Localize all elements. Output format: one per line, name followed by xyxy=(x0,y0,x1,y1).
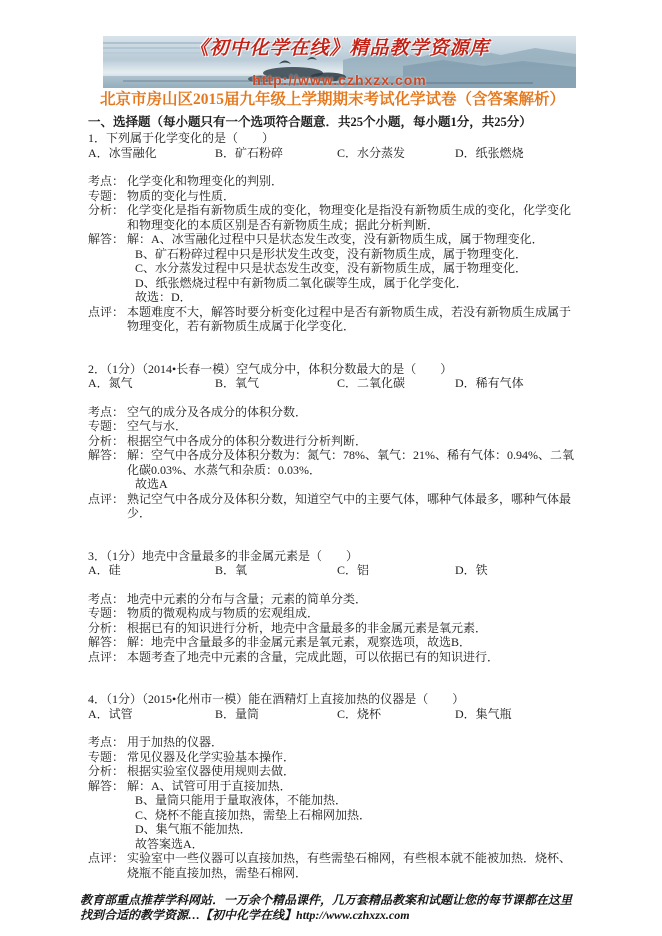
option: A．冰雪融化 xyxy=(88,145,157,160)
option: C．水分蒸发 xyxy=(337,145,406,160)
row-label xyxy=(88,247,127,262)
row-text: 熟记空气中各成分及体积分数，知道空气中的主要气体，哪种气体最多，哪种气体最少． xyxy=(127,491,572,520)
answer-row xyxy=(88,203,577,232)
row-label: 专题： xyxy=(88,606,125,620)
row-text: 本题考查了地壳中元素的含量，完成此题，可以依据已有的知识进行． xyxy=(127,649,500,664)
row-text: B、量筒只能用于量取液体，不能加热． xyxy=(135,793,348,807)
row-text: 空气的成分及各成分的体积分数． xyxy=(127,404,308,419)
row-label: 解答： xyxy=(88,778,125,793)
row-label xyxy=(88,477,127,492)
options-row xyxy=(88,707,577,722)
answer-row xyxy=(88,189,577,204)
row-label: 解答： xyxy=(88,232,125,246)
answer-row xyxy=(88,650,577,665)
row-text: 化学变化是指有新物质生成的变化，物理变化是指没有新物质生成的变化，化学变化和物理变化的本质区别是否有新物质生成；据此分析判断． xyxy=(127,203,572,232)
question-block xyxy=(88,362,577,521)
option: B．量筒 xyxy=(215,706,260,721)
answer-row xyxy=(88,405,577,420)
answer-rows xyxy=(88,405,577,521)
option: D．铁 xyxy=(455,563,488,577)
row-label: 专题： xyxy=(88,419,125,433)
row-text: 实验室中一些仪器可以直接加热，有些需垫石棉网，有些根本就不能被加热．烧杯、烧瓶不能直接加热，需垫石棉网． xyxy=(127,851,572,880)
document-title: 北京市房山区2015届九年级上学期期末考试化学试卷（含答案解析） xyxy=(99,91,565,108)
answer-row xyxy=(88,174,577,189)
answer-row xyxy=(88,290,577,305)
row-label: 专题： xyxy=(88,188,125,203)
answer-row xyxy=(88,750,577,765)
row-text: D、集气瓶不能加热． xyxy=(135,822,252,836)
answer-row xyxy=(88,434,577,449)
option: D．稀有气体 xyxy=(455,376,524,390)
answer-row xyxy=(88,764,577,779)
row-label: 解答： xyxy=(88,635,125,649)
option: A．硅 xyxy=(88,563,121,577)
answer-row xyxy=(88,448,577,477)
answer-row xyxy=(88,419,577,434)
row-label: 考点： xyxy=(88,174,125,188)
option: C．二氧化碳 xyxy=(337,376,406,390)
row-text: 化学变化和物理变化的判别． xyxy=(127,174,284,188)
row-text: 用于加热的仪器． xyxy=(127,735,224,749)
answer-row xyxy=(88,779,577,794)
answer-rows xyxy=(88,592,577,665)
row-label: 点评： xyxy=(88,491,125,506)
row-text: 解：空气中各成分及体积分数为：氮气：78%、氧气：21%、稀有气体：0.94%、二氧化碳0.03%、水蒸气和杂质：0.03%． xyxy=(127,448,574,477)
answer-row xyxy=(88,606,577,621)
option: C．铝 xyxy=(337,563,370,577)
option: D．集气瓶 xyxy=(455,706,512,721)
answer-row xyxy=(88,621,577,636)
option: A．氮气 xyxy=(88,376,133,390)
answer-row xyxy=(88,793,577,808)
banner-site-url[interactable]: http://www.czhxzx.com xyxy=(252,72,427,88)
options-row xyxy=(88,376,577,391)
answer-row xyxy=(88,305,577,334)
row-text: 故答案选A． xyxy=(135,836,204,851)
row-label: 考点： xyxy=(88,404,125,419)
question-stem: 4．（1分）（2015•化州市一模）能在酒精灯上直接加热的仪器是（ ） xyxy=(88,692,465,706)
footer-site-url[interactable]: http://www.czhxzx.com xyxy=(296,908,410,922)
answer-row xyxy=(88,592,577,607)
row-label: 专题： xyxy=(88,749,125,764)
site-banner xyxy=(103,36,576,88)
row-text: 解：A、试管可用于直接加热． xyxy=(127,778,292,793)
row-text: D、纸张燃烧过程中有新物质二氧化碳等生成，属于化学变化． xyxy=(135,275,468,290)
row-text: 地壳中元素的分布与含量；元素的简单分类． xyxy=(127,591,368,606)
row-label: 点评： xyxy=(88,304,125,319)
row-label xyxy=(88,822,127,837)
answer-row xyxy=(88,477,577,492)
row-label: 考点： xyxy=(88,735,125,749)
row-text: 根据实验室仪器使用规则去做． xyxy=(127,764,296,778)
option: D．纸张燃烧 xyxy=(455,145,524,160)
option: B．矿石粉碎 xyxy=(215,145,284,160)
row-label: 分析： xyxy=(88,433,125,448)
row-label: 点评： xyxy=(88,851,125,865)
answer-rows xyxy=(88,735,577,880)
row-label: 分析： xyxy=(88,620,125,635)
row-label xyxy=(88,261,127,276)
answer-row xyxy=(88,822,577,837)
question-block xyxy=(88,131,577,334)
option: B．氧气 xyxy=(215,376,260,390)
row-label: 点评： xyxy=(88,649,125,664)
question-stem: 1．下列属于化学变化的是（ ） xyxy=(88,131,275,145)
footer-text: 教育部重点推荐学科网站．一万余个精品课件，几万套精品教案和试题让您的每节课都在这里找到合适的教学资源…【初中化学在线】 xyxy=(80,893,573,922)
question-block xyxy=(88,692,577,880)
answer-row xyxy=(88,851,577,880)
answer-row xyxy=(88,276,577,291)
answer-row xyxy=(88,232,577,247)
question-stem: 2．（1分）（2014•长春一模）空气成分中，体积分数最大的是（ ） xyxy=(88,361,453,376)
row-text: 物质的变化与性质． xyxy=(127,188,236,203)
answer-rows xyxy=(88,174,577,334)
row-label: 考点： xyxy=(88,591,125,606)
answer-row xyxy=(88,261,577,276)
banner-site-title: 《初中化学在线》精品教学资源库 xyxy=(189,38,490,59)
option: B．氧 xyxy=(215,563,248,577)
section-heading: 一、选择题（每小题只有一个选项符合题意．共25个小题，每小题1分，共25分） xyxy=(88,114,532,129)
row-text: 故选：D． xyxy=(135,290,192,304)
row-text: 解：A、冰雪融化过程中只是状态发生改变，没有新物质生成，属于物理变化． xyxy=(127,232,544,246)
options-row xyxy=(88,563,577,578)
answer-row xyxy=(88,837,577,852)
row-text: 物质的微观构成与物质的宏观组成． xyxy=(127,606,320,620)
option: A．试管 xyxy=(88,706,133,721)
row-text: 解：地壳中含量最多的非金属元素是氧元素，观察选项，故选B． xyxy=(127,635,472,649)
row-label xyxy=(88,276,127,291)
row-text: 故选A xyxy=(135,477,168,491)
row-text: 根据已有的知识进行分析，地壳中含量最多的非金属元素是氧元素． xyxy=(127,620,488,635)
answer-row xyxy=(88,735,577,750)
row-text: B、矿石粉碎过程中只是形状发生改变，没有新物质生成，属于物理变化． xyxy=(135,246,528,261)
row-text: 常见仪器及化学实验基本操作． xyxy=(127,749,296,764)
answer-row xyxy=(88,635,577,650)
row-text: 根据空气中各成分的体积分数进行分析判断． xyxy=(127,433,368,448)
option: C．烧杯 xyxy=(337,706,382,721)
row-text: C、烧杯不能直接加热，需垫上石棉网加热． xyxy=(135,807,372,822)
row-label: 解答： xyxy=(88,448,125,462)
answer-row xyxy=(88,808,577,823)
question-block xyxy=(88,549,577,665)
questions-list xyxy=(88,131,577,880)
row-label: 分析： xyxy=(88,764,125,778)
footer-promo xyxy=(80,893,577,923)
row-label: 分析： xyxy=(88,203,125,217)
question-stem: 3．（1分）地壳中含量最多的非金属元素是（ ） xyxy=(88,548,359,563)
row-text: C、水分蒸发过程中只是状态发生改变，没有新物质生成，属于物理变化． xyxy=(135,261,528,275)
row-text: 空气与水． xyxy=(127,419,188,433)
answer-row xyxy=(88,492,577,521)
row-label xyxy=(88,793,127,808)
row-label xyxy=(88,290,127,305)
answer-row xyxy=(88,247,577,262)
row-text: 本题难度不大，解答时要分析变化过程中是否有新物质生成，若没有新物质生成属于物理变化，若有新物质生成属于化学变化． xyxy=(127,304,572,333)
row-label xyxy=(88,837,127,852)
row-label xyxy=(88,808,127,823)
options-row xyxy=(88,146,577,161)
